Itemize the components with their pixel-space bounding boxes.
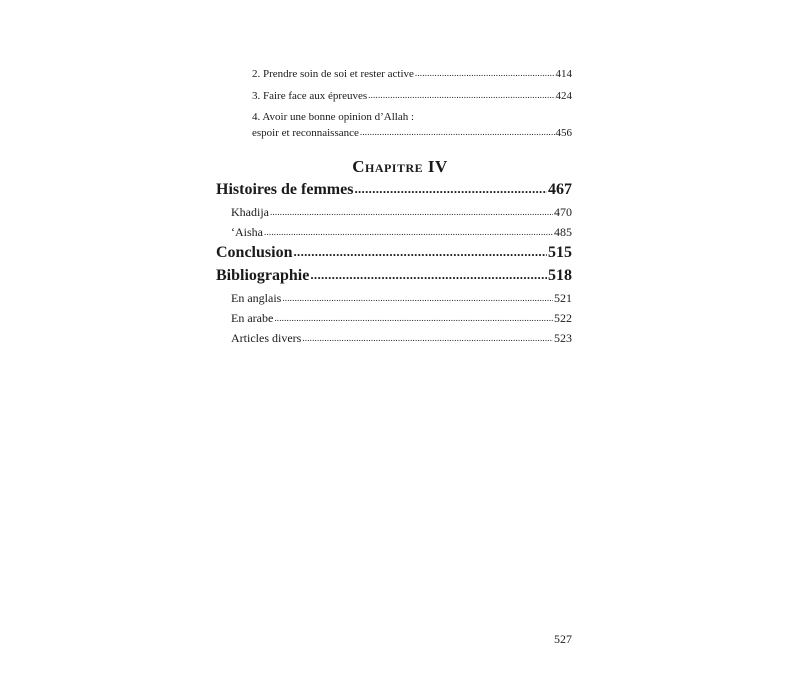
toc-entry-page: 485 [554, 225, 572, 239]
toc-entry-articles [231, 331, 572, 346]
toc-entry-aisha [231, 225, 572, 240]
toc-entry-label: Khadija [231, 205, 269, 219]
toc-entry-label: Conclusion [216, 244, 293, 261]
leader-dots [293, 244, 547, 260]
leader-dots [264, 227, 553, 237]
toc-entry-page: 424 [555, 90, 572, 102]
toc-entry-label: espoir et reconnaissance [252, 127, 359, 139]
page-number: 527 [554, 632, 572, 646]
toc-entry-label: Histoires de femmes [216, 181, 354, 198]
toc-entry-label: 2. Prendre soin de soi et rester active [252, 68, 414, 80]
toc-entry-page: 467 [548, 181, 572, 198]
toc-entry-en-arabe [231, 311, 572, 326]
toc-entry-4 [252, 127, 572, 139]
toc-entry-label: En anglais [231, 291, 282, 305]
toc-entry-khadija [231, 205, 572, 220]
toc-entry-page: 470 [554, 205, 572, 219]
toc-entry-histoires [216, 181, 572, 199]
leader-dots [274, 313, 553, 323]
toc-entry-en-anglais [231, 291, 572, 306]
toc-entry-page: 523 [554, 331, 572, 345]
toc-entry-3 [252, 90, 572, 102]
leader-dots [415, 68, 555, 78]
toc-entry-page: 456 [555, 127, 572, 139]
toc-entry-label: ‘Aisha [231, 225, 263, 239]
leader-dots [270, 207, 553, 217]
chapter-heading: Chapitre IV [352, 157, 448, 176]
toc-entry-bibliographie [216, 267, 572, 285]
toc-entry-label: Articles divers [231, 331, 302, 345]
leader-dots [282, 293, 553, 303]
leader-dots [302, 333, 553, 343]
toc-entry-page: 522 [554, 311, 572, 325]
toc-entry-conclusion [216, 244, 572, 262]
toc-entry-4-line1: 4. Avoir une bonne opinion d’Allah : [252, 111, 415, 123]
leader-dots [368, 90, 554, 100]
leader-dots [310, 267, 547, 283]
toc-entry-label: 3. Faire face aux épreuves [252, 90, 368, 102]
leader-dots [354, 181, 547, 197]
leader-dots [360, 127, 555, 137]
toc-entry-page: 414 [555, 68, 572, 80]
toc-entry-page: 515 [548, 244, 572, 261]
toc-entry-label: Bibliographie [216, 267, 310, 284]
toc-entry-label: En arabe [231, 311, 274, 325]
toc-entry-page: 521 [554, 291, 572, 305]
toc-entry-2 [252, 68, 572, 80]
toc-entry-page: 518 [548, 267, 572, 284]
